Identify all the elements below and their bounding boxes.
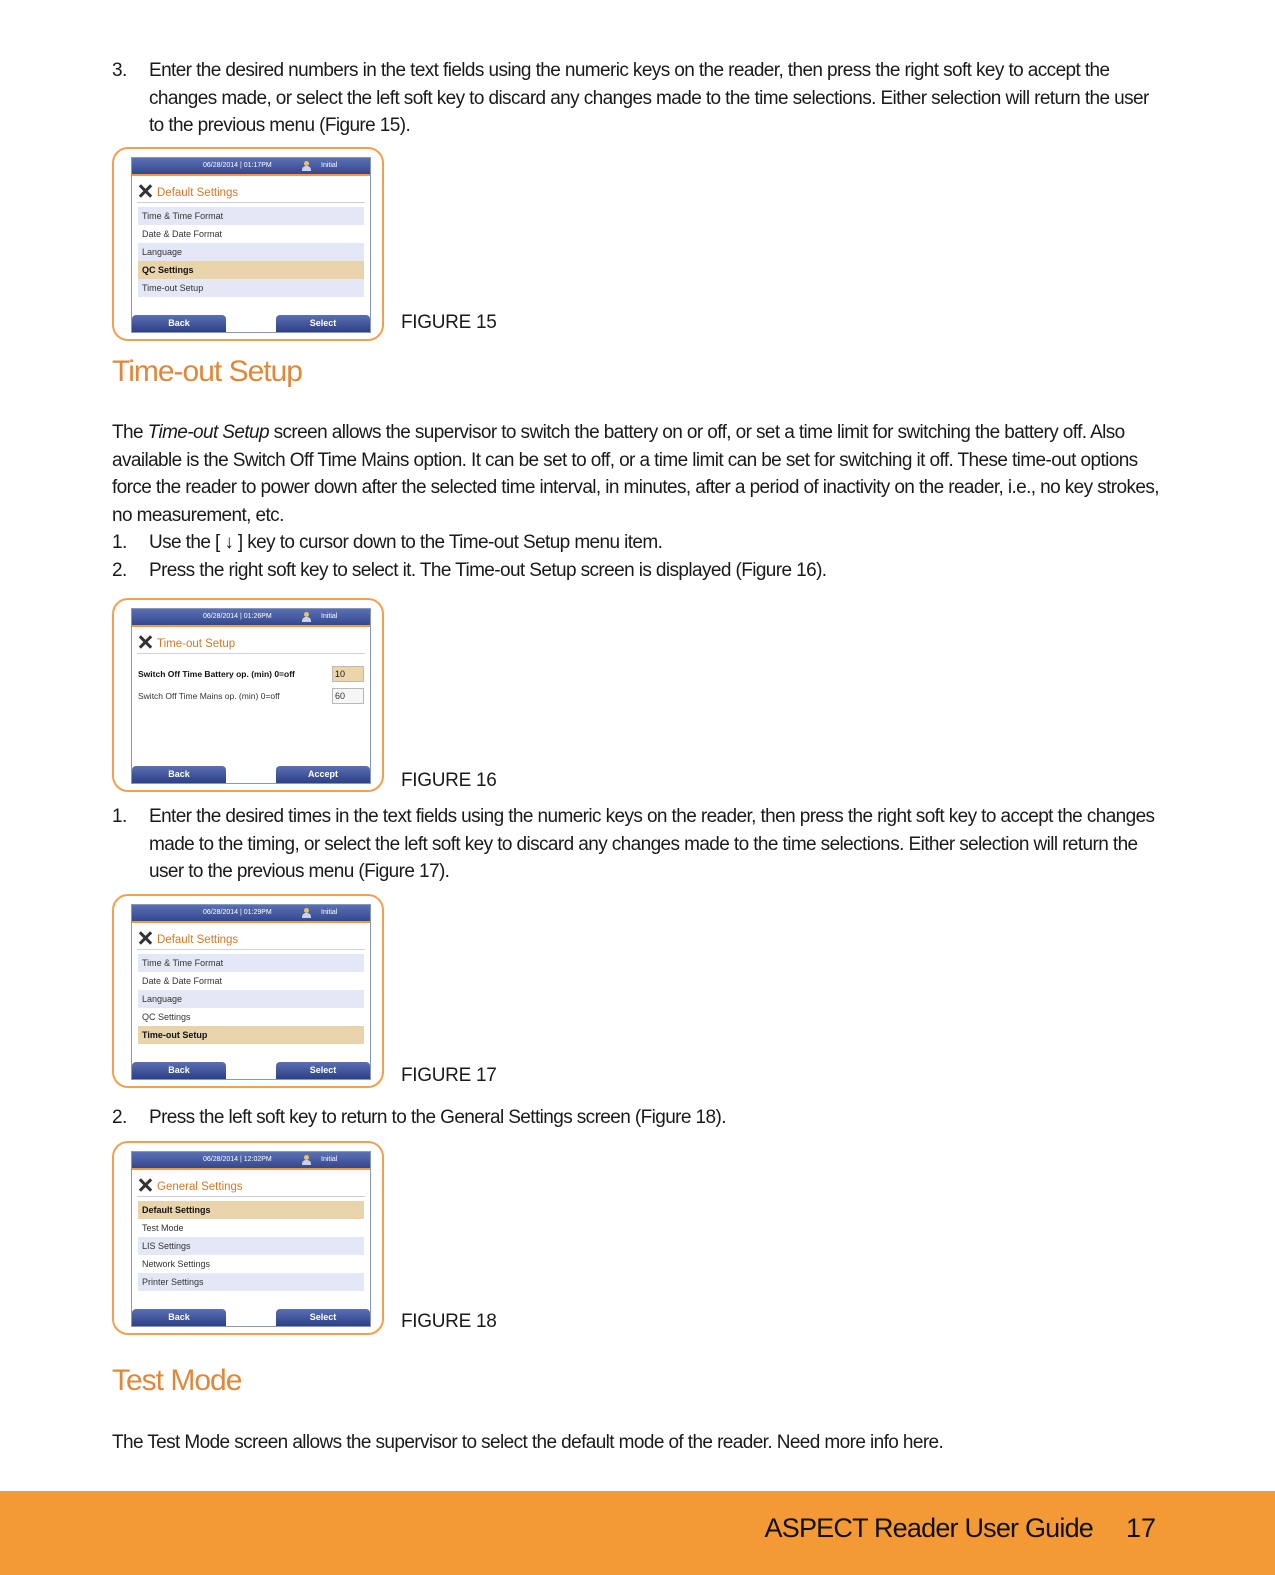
menu-item-selected[interactable]: Default Settings <box>138 1201 364 1219</box>
step-text: Enter the desired numbers in the text fields using the numeric keys on the reader, then press the right soft key to accept the changes made, or select the left soft key to discard any changes made to the time selections. Either selection will return the user to the previous menu (Figure 15). <box>149 60 1149 136</box>
datetime: 06/28/2014 | 01:26PM <box>203 613 272 620</box>
menu-item[interactable]: Time-out Setup <box>138 279 364 297</box>
user-icon <box>302 1155 311 1165</box>
user-name: Initial <box>321 909 338 916</box>
figure-16-screen <box>112 598 384 792</box>
mains-timeout-input[interactable]: 60 <box>332 688 364 704</box>
menu-item[interactable]: Test Mode <box>142 1223 184 1233</box>
menu-item[interactable]: Date & Date Format <box>142 229 223 239</box>
figure-17-screen <box>112 894 384 1088</box>
step-number: 3. <box>112 60 127 81</box>
menu-item[interactable]: Language <box>138 990 364 1008</box>
back-soft-key[interactable]: Back <box>132 1309 226 1326</box>
datetime: 06/28/2014 | 01:17PM <box>203 162 272 169</box>
menu-item[interactable]: Time & Time Format <box>138 207 364 225</box>
emphasis: Time-out Setup <box>147 422 269 443</box>
menu-item[interactable]: Date & Date Format <box>142 976 223 986</box>
figure-16-label: FIGURE 16 <box>401 770 497 791</box>
select-soft-key[interactable]: Select <box>276 1062 370 1079</box>
menu-item[interactable]: QC Settings <box>142 1012 191 1022</box>
screen-title: Default Settings <box>138 931 238 947</box>
menu-item-selected[interactable]: QC Settings <box>138 261 364 279</box>
select-soft-key[interactable]: Select <box>276 315 370 332</box>
user-icon <box>302 908 311 918</box>
page-footer <box>0 1491 1275 1575</box>
section-heading-timeout: Time-out Setup <box>112 355 302 388</box>
figure-17-label: FIGURE 17 <box>401 1065 497 1086</box>
tools-icon <box>138 931 152 945</box>
datetime: 06/28/2014 | 12:02PM <box>203 1156 272 1163</box>
tools-icon <box>138 635 152 649</box>
step-text: Enter the desired times in the text fields using the numeric keys on the reader, then press the right soft key to accept the changes made to the timing, or select the left soft key to discard any changes made to the time selections. Either selection will return the user to the previous menu (Figure 17). <box>149 806 1155 882</box>
user-name: Initial <box>321 162 338 169</box>
settings-menu <box>138 1201 364 1291</box>
screen-title: Default Settings <box>138 184 238 200</box>
step-text: Use the [ ↓ ] key to cursor down to the Time-out Setup menu item. <box>149 532 663 553</box>
figure-18-label: FIGURE 18 <box>401 1311 497 1332</box>
test-mode-paragraph: The Test Mode screen allows the supervisor to select the default mode of the reader. Need more info here. <box>112 1432 944 1453</box>
page-number: 17 <box>1125 1513 1156 1543</box>
select-soft-key[interactable]: Select <box>276 1309 370 1326</box>
status-bar <box>132 609 370 627</box>
menu-item-selected[interactable]: Time-out Setup <box>138 1026 364 1044</box>
step-text: Press the left soft key to return to the General Settings screen (Figure 18). <box>149 1107 726 1128</box>
guide-title: ASPECT Reader User Guide <box>764 1513 1093 1543</box>
menu-item[interactable]: Printer Settings <box>138 1273 364 1291</box>
figure-15-screen <box>112 147 384 341</box>
status-bar <box>132 905 370 923</box>
menu-item[interactable]: Time & Time Format <box>138 954 364 972</box>
battery-timeout-input[interactable]: 10 <box>332 666 364 682</box>
section-heading-test-mode: Test Mode <box>112 1364 242 1397</box>
menu-item[interactable]: Network Settings <box>142 1259 211 1269</box>
datetime: 06/28/2014 | 01:29PM <box>203 909 272 916</box>
mains-timeout-field[interactable]: Switch Off Time Mains op. (min) 0=off 60 <box>138 688 364 704</box>
menu-item[interactable]: LIS Settings <box>138 1237 364 1255</box>
tools-icon <box>138 1178 152 1192</box>
timeout-paragraph: The Time-out Setup screen allows the supervisor to switch the battery on or off, or set a time limit for switching the battery off. Also available is the Switch Off Time Mains option. It can be set to off, or a time limit can be set for switching it off. These time-out options force the reader to power down after the selected time interval, in minutes, after a period of inactivity on the reader, i.e., no key strokes, no measurement, etc. <box>112 422 1159 526</box>
battery-timeout-field[interactable]: Switch Off Time Battery op. (min) 0=off 10 <box>138 666 364 682</box>
back-soft-key[interactable]: Back <box>132 1062 226 1079</box>
step-text: Press the right soft key to select it. The Time-out Setup screen is displayed (Figure 16). <box>149 560 827 581</box>
user-icon <box>302 161 311 171</box>
figure-18-screen <box>112 1141 384 1335</box>
figure-15-label: FIGURE 15 <box>401 312 497 333</box>
status-bar <box>132 158 370 176</box>
back-soft-key[interactable]: Back <box>132 315 226 332</box>
user-icon <box>302 612 311 622</box>
status-bar <box>132 1152 370 1170</box>
tools-icon <box>138 184 152 198</box>
screen-title: General Settings <box>138 1178 243 1194</box>
back-soft-key[interactable]: Back <box>132 766 226 783</box>
user-name: Initial <box>321 1156 338 1163</box>
accept-soft-key[interactable]: Accept <box>276 766 370 783</box>
user-name: Initial <box>321 613 338 620</box>
screen-title: Time-out Setup <box>138 635 235 651</box>
settings-menu <box>138 207 364 297</box>
settings-menu <box>138 954 364 1044</box>
menu-item[interactable]: Language <box>138 243 364 261</box>
